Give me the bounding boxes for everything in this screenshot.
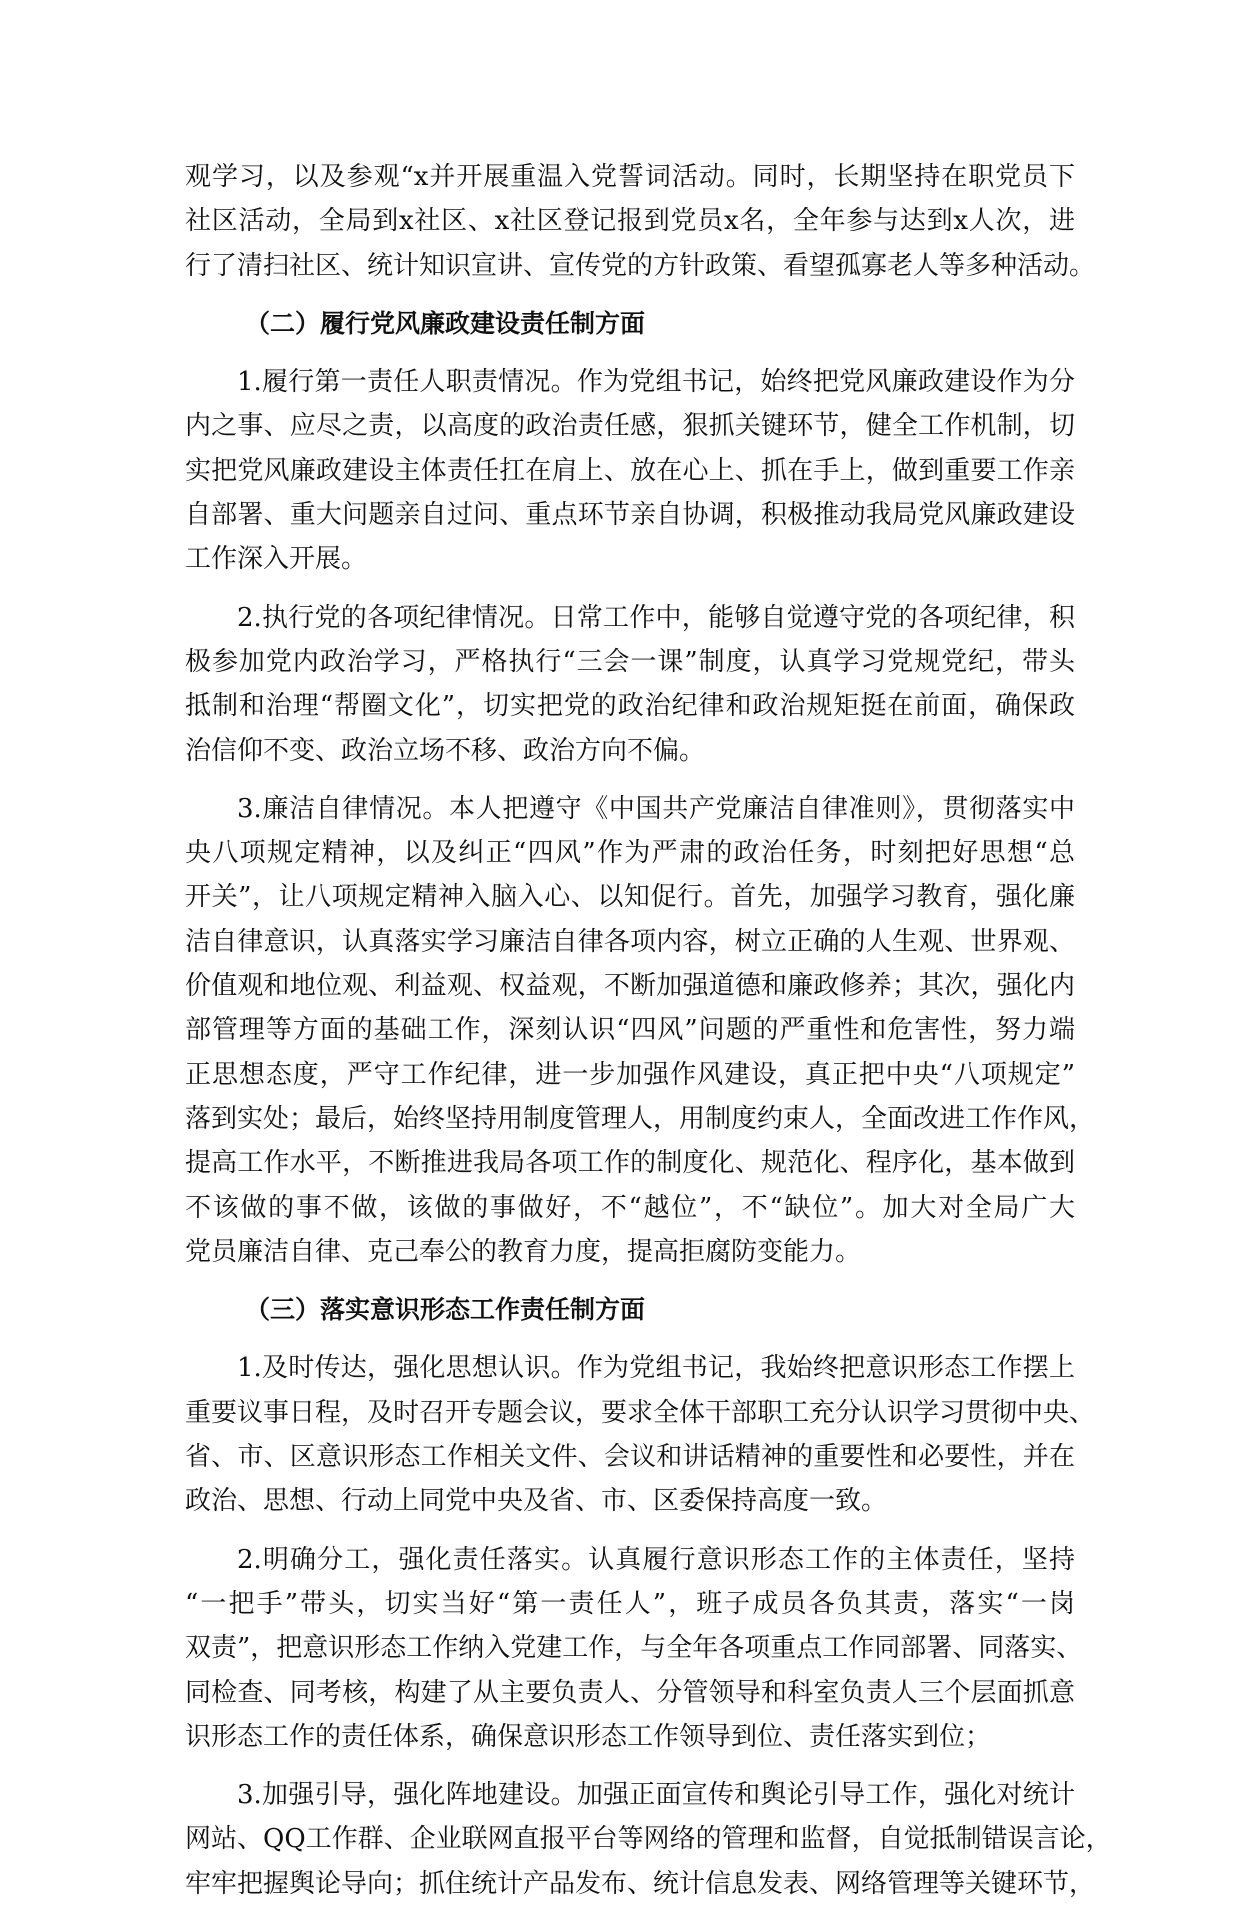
- text-line: 治信仰不变、政治立场不移、政治方向不偏。: [185, 735, 706, 766]
- text-line: 实把党风廉政建设主体责任扛在肩上、放在心上、抓在手上，做到重要工作亲: [185, 455, 1075, 486]
- text-line: 洁自律意识，认真落实学习廉洁自律各项内容，树立正确的人生观、世界观、: [185, 926, 1075, 957]
- text-line: “一把手”带头，切实当好“第一责任人”，班子成员各负其责，落实“一岗: [185, 1588, 1075, 1619]
- text-line: 1.履行第一责任人职责情况。作为党组书记，始终把党风廉政建设作为分: [237, 367, 1075, 398]
- text-line: 抵制和治理“帮圈文化”，切实把党的政治纪律和政治规矩挺在前面，确保政: [185, 691, 1075, 722]
- text-line: 央八项规定精神，以及纠正“四风”作为严肃的政治任务，时刻把好思想“总: [185, 838, 1075, 869]
- document-body: [185, 155, 1112, 1906]
- text-line: 1.及时传达，强化思想认识。作为党组书记，我始终把意识形态工作摆上: [237, 1353, 1075, 1384]
- text-line: 党员廉洁自律、克己奉公的教育力度，提高拒腐防变能力。: [185, 1236, 862, 1267]
- paragraph-s2-1: [185, 360, 1075, 581]
- text-line: 社区活动，全局到x社区、x社区登记报到党员x名，全年参与达到x人次，进: [185, 206, 1075, 237]
- text-line: 省、市、区意识形态工作相关文件、会议和讲话精神的重要性和必要性，并在: [185, 1442, 1075, 1473]
- text-line: 落到实处；最后，始终坚持用制度管理人，用制度约束人，全面改进工作作风，: [185, 1103, 1096, 1134]
- paragraph-s2-2: [185, 596, 1075, 773]
- text-line: 2.明确分工，强化责任落实。认真履行意识形态工作的主体责任，坚持: [237, 1544, 1075, 1575]
- text-line: 不该做的事不做，该做的事做好，不“越位”，不“缺位”。加大对全局广大: [185, 1192, 1075, 1223]
- text-line: 牢牢把握舆论导向；抓住统计产品发布、统计信息发表、网络管理等关键环节，: [185, 1868, 1096, 1899]
- paragraph-s3-1: [185, 1346, 1096, 1523]
- text-line: 部管理等方面的基础工作，深刻认识“四风”问题的严重性和危害性，努力端: [185, 1015, 1075, 1046]
- text-line: 3.廉洁自律情况。本人把遵守《中国共产党廉洁自律准则》，贯彻落实中: [237, 793, 1075, 824]
- text-line: 工作深入开展。: [185, 544, 368, 575]
- section-heading-2: （二）履行党风廉政建设责任制方面: [245, 308, 646, 338]
- text-line: 识形态工作的责任体系，确保意识形态工作领导到位、责任落实到位；: [185, 1721, 992, 1752]
- paragraph-intro: [185, 155, 1096, 288]
- text-line: 极参加党内政治学习，严格执行“三会一课”制度，认真学习党规党纪，带头: [185, 646, 1075, 677]
- text-line: 同检查、同考核，构建了从主要负责人、分管领导和科室负责人三个层面抓意: [185, 1677, 1075, 1708]
- text-line: 价值观和地位观、利益观、权益观，不断加强道德和廉政修养；其次，强化内: [185, 971, 1075, 1002]
- section-heading-3: （三）落实意识形态工作责任制方面: [245, 1295, 646, 1325]
- text-line: 政治、思想、行动上同党中央及省、市、区委保持高度一致。: [185, 1486, 888, 1517]
- text-line: 开关”，让八项规定精神入脑入心、以知促行。首先，加强学习教育，强化廉: [185, 882, 1075, 913]
- text-line: 行了清扫社区、统计知识宣讲、宣传党的方针政策、看望孤寡老人等多种活动。: [185, 250, 1096, 281]
- text-line: 3.加强引导，强化阵地建设。加强正面宣传和舆论引导工作，强化对统计: [237, 1780, 1075, 1811]
- text-line: 2.执行党的各项纪律情况。日常工作中，能够自觉遵守党的各项纪律，积: [237, 602, 1075, 633]
- text-line: 观学习，以及参观“x并开展重温入党誓词活动。同时，长期坚持在职党员下: [185, 162, 1075, 192]
- text-line: 内之事、应尽之责，以高度的政治责任感，狠抓关键环节，健全工作机制，切: [185, 411, 1075, 442]
- text-line: 网站、QQ工作群、企业联网直报平台等网络的管理和监督，自觉抵制错误言论，: [185, 1824, 1112, 1855]
- paragraph-s3-3: [185, 1773, 1112, 1906]
- paragraph-s3-2: [185, 1538, 1083, 1759]
- text-line: 双责”，把意识形态工作纳入党建工作，与全年各项重点工作同部署、同落实、: [185, 1633, 1083, 1664]
- text-line: 自部署、重大问题亲自过问、重点环节亲自协调，积极推动我局党风廉政建设: [185, 500, 1075, 531]
- text-line: 正思想态度，严守工作纪律，进一步加强作风建设，真正把中央“八项规定”: [185, 1059, 1075, 1090]
- text-line: 提高工作水平，不断推进我局各项工作的制度化、规范化、程序化，基本做到: [185, 1148, 1075, 1179]
- text-line: 重要议事日程，及时召开专题会议，要求全体干部职工充分认识学习贯彻中央、: [185, 1397, 1096, 1428]
- paragraph-s2-3: [185, 787, 1096, 1274]
